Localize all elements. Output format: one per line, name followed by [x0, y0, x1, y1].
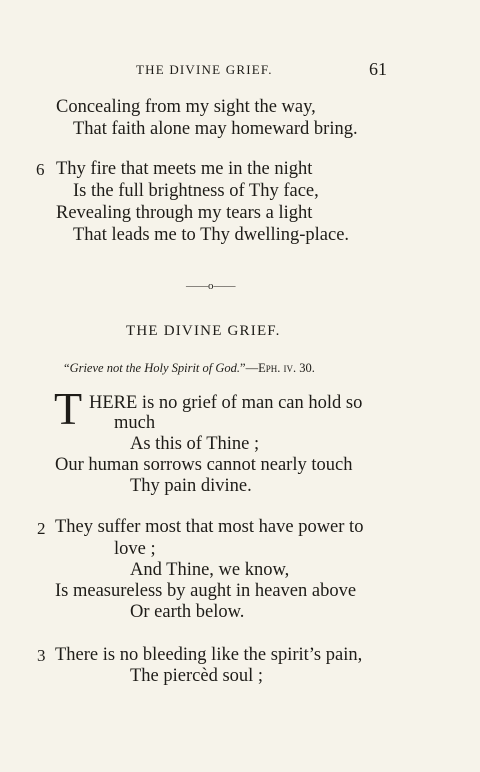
epigraph-reference: Eph. iv. 30. — [258, 361, 315, 375]
epigraph-quote: Grieve not the Holy Spirit of God. — [69, 361, 241, 375]
verse-line: That leads me to Thy dwelling-place. — [73, 225, 350, 245]
verse-line: As this of Thine ; — [130, 434, 260, 454]
verse-line: HERE is no grief of man can hold so — [89, 393, 363, 413]
drop-cap: T — [54, 383, 83, 434]
verse-line: Is the full brightness of Thy face, — [73, 181, 319, 201]
verse-line: That faith alone may homeward bring. — [73, 119, 358, 139]
verse-line: Concealing from my sight the way, — [56, 97, 316, 117]
verse-line: They suffer most that most have power to — [55, 517, 364, 537]
verse-line: There is no bleeding like the spirit’s pain, — [55, 645, 363, 665]
verse-line: Is measureless by aught in heaven above — [55, 581, 357, 601]
hymn-title: THE DIVINE GRIEF. — [126, 323, 281, 339]
epigraph — [64, 361, 315, 376]
page-number: 61 — [369, 59, 387, 79]
section-divider: ——o—— — [186, 280, 236, 292]
running-title: THE DIVINE GRIEF. — [136, 62, 273, 77]
epigraph-open: “ — [64, 361, 70, 375]
verse-line: love ; — [114, 539, 156, 559]
stanza-number: 3 — [37, 646, 46, 665]
verse-line: Thy pain divine. — [130, 476, 252, 496]
verse-line: much — [114, 413, 156, 433]
epigraph-close: ”— — [240, 361, 259, 375]
verse-line: And Thine, we know, — [130, 560, 290, 580]
verse-line: The piercèd soul ; — [130, 666, 264, 686]
stanza-number: 6 — [36, 160, 45, 179]
verse-line: Revealing through my tears a light — [56, 203, 313, 223]
verse-line: Thy fire that meets me in the night — [56, 159, 313, 179]
verse-line: Or earth below. — [130, 602, 245, 622]
verse-line: Our human sorrows cannot nearly touch — [55, 455, 353, 475]
stanza-number: 2 — [37, 519, 46, 538]
